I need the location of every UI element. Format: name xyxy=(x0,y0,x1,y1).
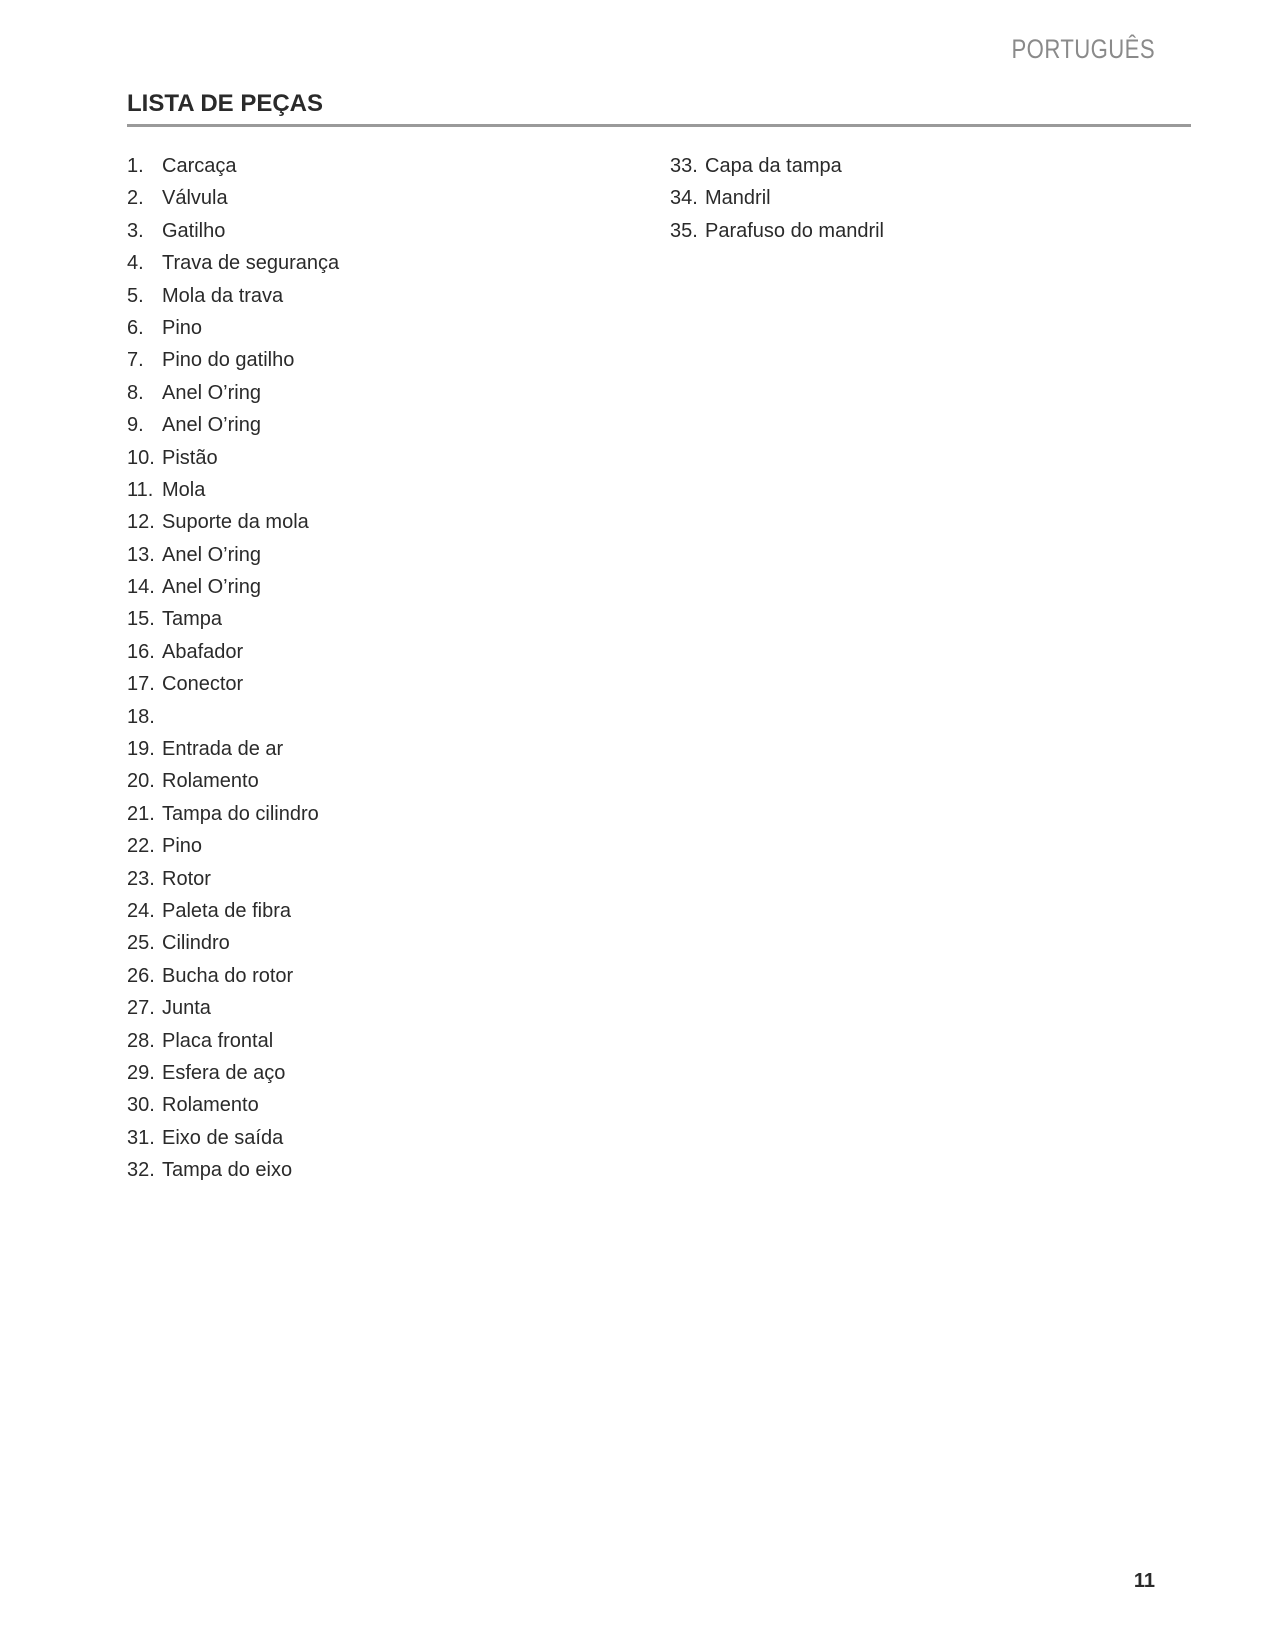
part-list-item xyxy=(127,830,339,862)
part-number: 32. xyxy=(127,1159,155,1182)
part-list-item xyxy=(127,863,339,895)
part-name: Parafuso do mandril xyxy=(705,219,884,242)
part-number: 12. xyxy=(127,511,155,534)
part-name: Mola da trava xyxy=(162,284,284,307)
part-number: 16. xyxy=(127,640,155,663)
part-number: 5. xyxy=(127,284,144,307)
part-name: Entrada de ar xyxy=(162,738,284,761)
part-list-item xyxy=(127,992,339,1024)
part-list-item xyxy=(127,960,339,992)
part-number: 6. xyxy=(127,316,144,339)
part-name: Placa frontal xyxy=(162,1029,274,1052)
part-number: 19. xyxy=(127,738,155,761)
part-name: Bucha do rotor xyxy=(162,964,294,987)
part-name: Rolamento xyxy=(162,770,259,793)
part-list-item xyxy=(127,733,339,765)
part-name: Tampa do cilindro xyxy=(162,802,319,825)
part-name: Paleta de fibra xyxy=(162,899,291,922)
part-number: 23. xyxy=(127,867,155,890)
part-number: 18. xyxy=(127,705,155,728)
part-list-item xyxy=(127,409,339,441)
part-number: 20. xyxy=(127,770,155,793)
parts-list-column-2 xyxy=(670,150,884,247)
part-name: Cilindro xyxy=(162,932,230,955)
part-number: 35. xyxy=(670,219,698,242)
part-name: Anel O’ring xyxy=(162,381,261,404)
part-name: Rolamento xyxy=(162,1094,259,1117)
title-divider xyxy=(127,124,1191,127)
part-list-item xyxy=(670,215,884,247)
part-list-item xyxy=(127,927,339,959)
part-number: 10. xyxy=(127,446,155,469)
part-list-item xyxy=(127,215,339,247)
part-name: Pistão xyxy=(162,446,218,469)
part-number: 14. xyxy=(127,576,155,599)
part-name: Pino do gatilho xyxy=(162,349,295,372)
part-name: Rotor xyxy=(162,867,211,890)
part-number: 17. xyxy=(127,673,155,696)
part-list-item xyxy=(127,1025,339,1057)
part-name: Válvula xyxy=(162,187,228,210)
part-name: Carcaça xyxy=(162,155,237,177)
section-title: LISTA DE PEÇAS xyxy=(127,90,324,117)
part-list-item xyxy=(127,668,339,700)
part-name: Mola xyxy=(162,478,206,501)
part-name: Junta xyxy=(162,997,211,1020)
part-list-item xyxy=(127,474,339,506)
part-list-item xyxy=(127,377,339,409)
part-list-item xyxy=(127,798,339,830)
part-list-item xyxy=(127,701,339,733)
part-number: 4. xyxy=(127,252,144,275)
part-number: 22. xyxy=(127,835,155,858)
part-list-item xyxy=(127,247,339,279)
part-number: 29. xyxy=(127,1061,155,1084)
part-list-item xyxy=(127,765,339,797)
part-list-item xyxy=(127,182,339,214)
part-number: 26. xyxy=(127,964,155,987)
part-name: Eixo de saída xyxy=(162,1126,284,1149)
part-number: 9. xyxy=(127,414,144,437)
part-list-item xyxy=(127,1122,339,1154)
part-list-item xyxy=(127,506,339,538)
part-number: 2. xyxy=(127,187,144,210)
part-number: 13. xyxy=(127,543,155,566)
part-number: 34. xyxy=(670,187,698,210)
part-number: 7. xyxy=(127,349,144,372)
language-label: PORTUGUÊS xyxy=(1011,34,1155,64)
part-list-item xyxy=(127,539,339,571)
part-list-item xyxy=(127,603,339,635)
part-number: 25. xyxy=(127,932,155,955)
parts-list-column-1 xyxy=(127,150,339,1187)
part-list-item xyxy=(127,150,339,182)
part-list-item xyxy=(127,312,339,344)
part-name: Abafador xyxy=(162,640,244,663)
part-name: Pino xyxy=(162,835,203,858)
part-name: Trava de segurança xyxy=(162,252,340,275)
part-list-item xyxy=(670,150,884,182)
part-name: Anel O’ring xyxy=(162,414,261,437)
part-number: 24. xyxy=(127,899,155,922)
part-name: Esfera de aço xyxy=(162,1061,286,1084)
part-name: Anel O’ring xyxy=(162,543,261,566)
part-name: Capa da tampa xyxy=(705,155,842,177)
part-number: 11. xyxy=(127,478,154,501)
part-list-item xyxy=(127,1089,339,1121)
part-list-item xyxy=(127,636,339,668)
part-name: Pino xyxy=(162,316,203,339)
part-list-item xyxy=(127,1154,339,1186)
part-name: Anel O’ring xyxy=(162,576,261,599)
part-list-item xyxy=(127,442,339,474)
part-list-item xyxy=(670,182,884,214)
part-list-item xyxy=(127,895,339,927)
part-number: 31. xyxy=(127,1126,155,1149)
part-number: 27. xyxy=(127,997,155,1020)
part-name: Gatilho xyxy=(162,219,226,242)
part-number: 33. xyxy=(670,155,698,177)
part-list-item xyxy=(127,1057,339,1089)
part-name: Tampa xyxy=(162,608,223,631)
part-name: Suporte da mola xyxy=(162,511,309,534)
page-number: 11 xyxy=(1133,1570,1155,1592)
part-number: 15. xyxy=(127,608,155,631)
part-number: 1. xyxy=(127,155,144,177)
part-list-item xyxy=(127,571,339,603)
part-number: 3. xyxy=(127,219,144,242)
part-number: 21. xyxy=(127,802,155,825)
part-number: 30. xyxy=(127,1094,155,1117)
part-number: 28. xyxy=(127,1029,155,1052)
part-list-item xyxy=(127,280,339,312)
part-number: 8. xyxy=(127,381,144,404)
part-name: Conector xyxy=(162,673,244,696)
part-name: Tampa do eixo xyxy=(162,1159,293,1182)
part-list-item xyxy=(127,344,339,376)
part-name: Mandril xyxy=(705,187,771,210)
